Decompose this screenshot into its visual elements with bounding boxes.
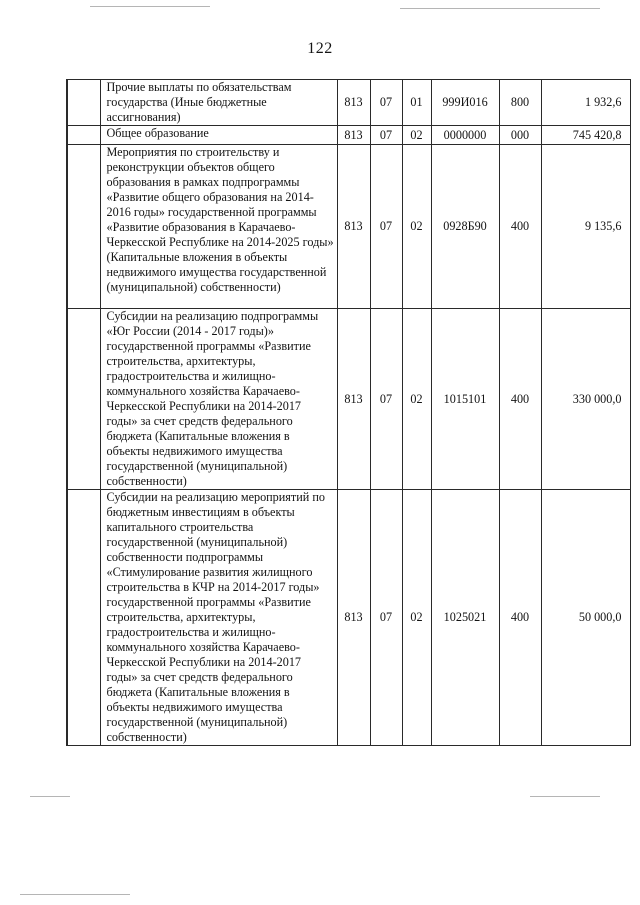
table-row (67, 80, 630, 126)
amount-cell: 330 000,0 (541, 309, 630, 490)
budget-table (66, 79, 631, 746)
target-article-cell: 0000000 (431, 126, 499, 145)
amount-cell: 9 135,6 (541, 145, 630, 309)
section-code-cell: 07 (370, 490, 402, 746)
expense-type-cell: 400 (499, 145, 541, 309)
table-row (67, 309, 630, 490)
ministry-code-cell: 813 (337, 145, 370, 309)
target-article-cell: 1015101 (431, 309, 499, 490)
table-row (67, 126, 630, 145)
row-number-cell (67, 309, 100, 490)
amount-cell: 50 000,0 (541, 490, 630, 746)
scan-speck-bottom (530, 796, 600, 797)
item-name-cell: Мероприятия по строительству и реконструкции объектов общего образования в рамках подпрограммы «Развитие общего образования на 2014-2016 годы» государственной программы «Развитие образования в Карачаево-Черкесской Республике на 2014-2025 годы» (Капитальные вложения в объекты недвижимого имущества государственной (муниципальной) собственности) (100, 145, 337, 309)
row-number-cell (67, 490, 100, 746)
amount-cell: 745 420,8 (541, 126, 630, 145)
subsection-code-cell: 02 (402, 309, 431, 490)
target-article-cell: 0928Б90 (431, 145, 499, 309)
section-code-cell: 07 (370, 80, 402, 126)
item-name-cell: Общее образование (100, 126, 337, 145)
subsection-code-cell: 01 (402, 80, 431, 126)
row-number-cell (67, 126, 100, 145)
expense-type-cell: 800 (499, 80, 541, 126)
subsection-code-cell: 02 (402, 126, 431, 145)
ministry-code-cell: 813 (337, 126, 370, 145)
page-number: 122 (307, 40, 333, 57)
scan-speck-top (90, 6, 210, 7)
row-number-cell (67, 80, 100, 126)
subsection-code-cell: 02 (402, 145, 431, 309)
table-row (67, 490, 630, 746)
subsection-code-cell: 02 (402, 490, 431, 746)
expense-type-cell: 400 (499, 309, 541, 490)
table-row (67, 145, 630, 309)
ministry-code-cell: 813 (337, 309, 370, 490)
scan-speck-top (400, 8, 600, 9)
expense-type-cell: 400 (499, 490, 541, 746)
item-name-cell: Прочие выплаты по обязательствам государства (Иные бюджетные ассигнования) (100, 80, 337, 126)
item-name-cell: Субсидии на реализацию подпрограммы «Юг России (2014 - 2017 годы)» государственной программы «Развитие строительства, архитектуры, градостроительства и жилищно-коммунального хозяйства Карачаево-Черкесской Республики на 2014-2017 годы» за счет средств федерального бюджета (Капитальные вложения в объекты недвижимого имущества государственной (муниципальной) собственности) (100, 309, 337, 490)
ministry-code-cell: 813 (337, 490, 370, 746)
section-code-cell: 07 (370, 126, 402, 145)
scan-speck-bottom (30, 796, 70, 797)
section-code-cell: 07 (370, 145, 402, 309)
row-number-cell (67, 145, 100, 309)
amount-cell: 1 932,6 (541, 80, 630, 126)
scan-speck-bottom (20, 894, 130, 895)
item-name-cell: Субсидии на реализацию мероприятий по бюджетным инвестициям в объекты капитального строительства государственной (муниципальной) собственности подпрограммы «Стимулирование развития жилищного строительства в КЧР на 2014-2017 годы» государственной программы «Развитие строительства, архитектуры, градостроительства и жилищно-коммунального хозяйства Карачаево-Черкесской Республики на 2014-2017 годы» за счет средств федерального бюджета (Капитальные вложения в объекты недвижимого имущества государственной (муниципальной) собственности) (100, 490, 337, 746)
target-article-cell: 999И016 (431, 80, 499, 126)
section-code-cell: 07 (370, 309, 402, 490)
target-article-cell: 1025021 (431, 490, 499, 746)
ministry-code-cell: 813 (337, 80, 370, 126)
expense-type-cell: 000 (499, 126, 541, 145)
